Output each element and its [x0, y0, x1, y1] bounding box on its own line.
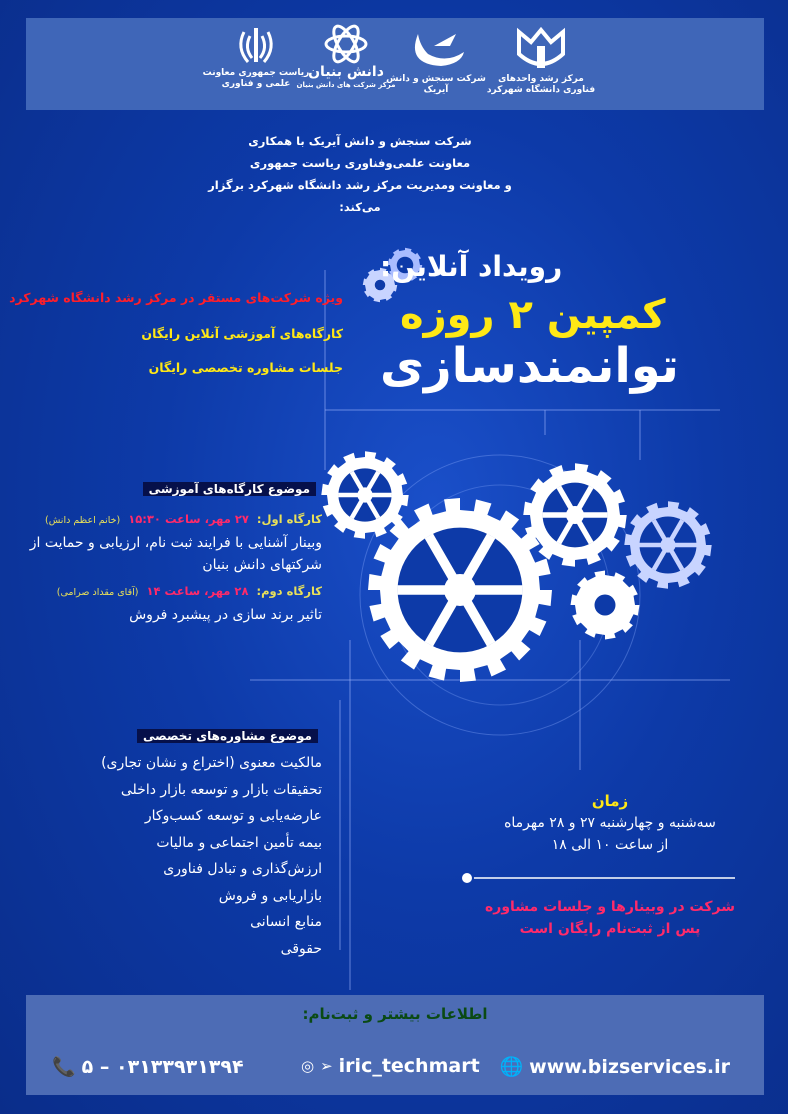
intro-text: شرکت سنجش و دانش آیریک با همکاری معاونت علمی‌وفناوری ریاست جمهوری و معاونت ومدیریت مرکز رشد دانشگاه شهرکرد برگزار می‌کند:	[208, 134, 512, 214]
time-section: زمان سه‌شنبه و چهارشنبه ۲۷ و ۲۸ مهرماه از ساعت ۱۰ الی ۱۸ شرکت در وبینارها و جلسات مشاوره پس از ثبت‌نام رایگان است	[485, 792, 735, 937]
globe-icon: 🌐	[499, 1056, 524, 1078]
list-item: بازاریابی و فروش	[218, 887, 322, 904]
tulip-logo-icon	[511, 24, 571, 74]
iran-emblem-icon	[234, 24, 278, 68]
workshops-heading: موضوع کارگاه‌های آموزشی	[143, 482, 316, 496]
title-line2: کمپین ۲ روزه	[400, 292, 666, 338]
list-item: مالکیت معنوی (اختراع و نشان تجاری)	[101, 755, 322, 771]
list-item: تحقیقات بازار و توسعه بازار داخلی	[120, 781, 322, 798]
workshop-2: کارگاه دوم: ۲۸ مهر، ساعت ۱۴ (آقای مقداد صرامی) تاثیر برند سازی در پیشبرد فروش	[56, 584, 322, 623]
swoosh-logo-icon	[406, 24, 466, 74]
footer-title: اطلاعات بیشتر و ثبت‌نام:	[302, 1005, 488, 1023]
logo-sanjesh-danesh-irik: شرکت سنجش و دانش آیریک	[381, 24, 491, 96]
website-link[interactable]: 🌐 www.bizservices.ir	[499, 1055, 730, 1078]
list-item: حقوقی	[280, 940, 322, 957]
atom-logo-icon	[321, 24, 371, 64]
telegram-icon: ➢	[320, 1057, 333, 1075]
workshop-1: کارگاه اول: ۲۷ مهر، ساعت ۱۵:۳۰ (خانم اعظم دانش) وبینار آشنایی با فرایند ثبت نام، ارزیابی و حمایت از شرکتهای دانش بنیان	[29, 512, 322, 573]
title-line1: رویداد آنلاین:	[380, 250, 563, 283]
consulting-heading: موضوع مشاوره‌های تخصصی	[137, 729, 318, 743]
list-item: منابع انسانی	[250, 914, 322, 930]
highlight-1: ویژه شرکت‌های مستقر در مرکز رشد دانشگاه شهرکرد	[9, 290, 343, 305]
highlight-3: جلسات مشاوره تخصصی رایگان	[148, 360, 343, 375]
phone-number[interactable]: 📞 ۰۳۱۳۳۹۳۱۳۹۴ – ۵	[52, 1055, 244, 1078]
list-item: عارضه‌یابی و توسعه کسب‌وکار	[144, 808, 322, 824]
phone-icon: 📞	[52, 1056, 76, 1078]
footer	[26, 995, 764, 1095]
logo-bar	[26, 18, 764, 110]
logo-shahrekord-incubator: مرکز رشد واحدهای فناوری دانشگاه شهرکرد	[486, 24, 596, 96]
logo-presidency: ریاست جمهوری معاونت علمی و فناوری	[201, 24, 311, 90]
list-item: بیمه تأمین اجتماعی و مالیات	[156, 834, 322, 851]
highlight-2: کارگاه‌های آموزشی آنلاین رایگان	[141, 326, 343, 341]
instagram-icon: ◎	[301, 1057, 315, 1075]
social-handle[interactable]: ◎ ➢ iric_techmart	[301, 1055, 480, 1077]
list-item: ارزش‌گذاری و تبادل فناوری	[163, 861, 322, 877]
consulting-list	[101, 750, 322, 962]
title-line3: توانمندسازی	[380, 338, 679, 394]
logo-danesh-bonyan: دانش بنیان مرکز شرکت های دانش بنیان	[291, 24, 401, 91]
